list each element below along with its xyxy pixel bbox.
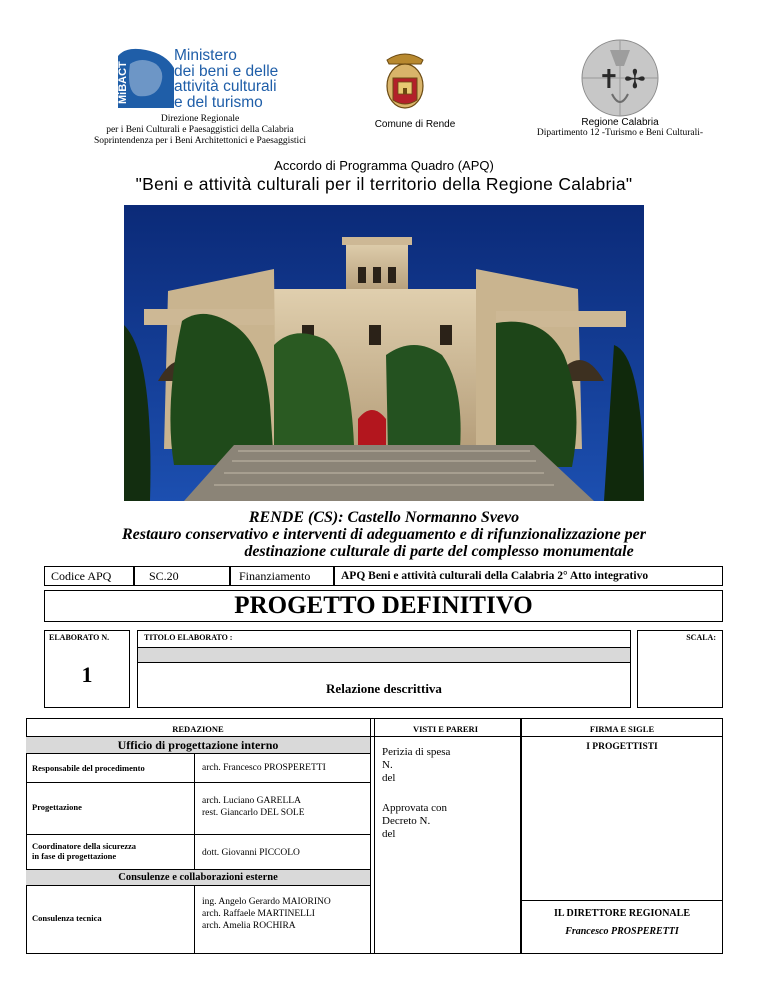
ministry-line: dei beni e delle [174, 62, 279, 80]
visti-header: VISTI E PARERI [412, 724, 479, 734]
mibact-logo-text: MiBACT [117, 61, 129, 104]
castle-photo [124, 205, 644, 501]
firma-divider [521, 736, 723, 737]
codice-apq-value: SC.20 [134, 566, 230, 586]
apq-title: "Beni e attività culturali per il territorio della Regione Calabria" [135, 174, 633, 194]
project-title: PROGETTO DEFINITIVO [44, 590, 723, 622]
titolo-shading [138, 647, 630, 663]
elaborato-number-box [44, 630, 130, 708]
approvata-text: Approvata con Decreto N. del [382, 802, 448, 840]
visti-divider [370, 736, 521, 737]
responsabile-value: arch. Francesco PROSPERETTI [202, 763, 326, 773]
regione-calabria-emblem-icon [580, 38, 660, 118]
subject-line: Restauro conservativo e interventi di adeguamento e di rifunzionalizzazione per [121, 526, 647, 543]
firma-header: FIRMA E SIGLE [589, 724, 655, 734]
titolo-elaborato-label: TITOLO ELABORATO : [144, 633, 233, 642]
ufficio-header: Ufficio di progettazione interno [26, 736, 370, 754]
column-divider [194, 886, 195, 954]
column-divider [194, 754, 195, 869]
direzione-line: Direzione Regionale [160, 114, 240, 124]
ministry-name [174, 48, 314, 110]
firma-divider [521, 900, 723, 901]
rende-label: Comune di Rende [374, 119, 456, 130]
coordinatore-value: dott. Giovanni PICCOLO [202, 848, 300, 858]
direzione-line: per i Beni Culturali e Paesaggistici della Calabria [106, 125, 294, 135]
row-divider [26, 834, 370, 835]
mibact-logo [108, 46, 178, 110]
subject-description [0, 526, 768, 560]
direttore-name: Francesco PROSPERETTI [565, 926, 679, 937]
scala-label: SCALA: [686, 633, 716, 642]
svg-text:✝: ✝ [598, 65, 620, 95]
finanziamento-value: APQ Beni e attività culturali della Calabria 2° Atto integrativo [334, 566, 723, 586]
svg-text:✢: ✢ [624, 65, 646, 95]
scala-box [637, 630, 723, 708]
consulenza-value: ing. Angelo Gerardo MAIORINO arch. Raffaele MARTINELLI arch. Amelia ROCHIRA [202, 897, 331, 931]
regione-calabria-dept: Dipartimento 12 -Turismo e Beni Culturali- [536, 128, 704, 138]
direzione-regionale [70, 114, 330, 147]
row-divider [26, 782, 370, 783]
progettazione-value: arch. Luciano GARELLA rest. Giancarlo DEL SOLE [202, 796, 305, 818]
ministry-line: e del turismo [174, 93, 263, 111]
elaborato-number: 1 [81, 662, 93, 687]
rende-crest-icon [381, 46, 429, 110]
subject-title: RENDE (CS): Castello Normanno Svevo [248, 509, 520, 526]
apq-line: Accordo di Programma Quadro (APQ) [274, 158, 494, 173]
consulenza-label: Consulenza tecnica [32, 913, 102, 923]
progettisti-label: I PROGETTISTI [586, 742, 658, 752]
responsabile-label: Responsabile del procedimento [32, 763, 145, 773]
direttore-label: IL DIRETTORE REGIONALE [554, 908, 690, 919]
ministry-line: attività culturali [174, 78, 277, 95]
direzione-line: Soprintendenza per i Beni Architettonici e Paesaggistici [93, 136, 307, 146]
progettazione-label: Progettazione [32, 802, 82, 812]
coordinatore-label: Coordinatore della sicurezza in fase di progettazione [32, 841, 137, 861]
finanziamento-label: Finanziamento [230, 566, 334, 586]
titolo-elaborato-box [137, 630, 631, 708]
ministry-line: Ministero [174, 47, 237, 64]
perizia-text: Perizia di spesa N. del [382, 746, 451, 784]
redazione-header: REDAZIONE [172, 724, 224, 734]
elaborato-number-label: ELABORATO N. [49, 633, 110, 642]
consulenze-header: Consulenze e collaborazioni esterne [26, 869, 370, 886]
subject-line: destinazione culturale di parte del complesso monumentale [244, 543, 634, 560]
codice-apq-label: Codice APQ [44, 566, 134, 586]
titolo-elaborato: Relazione descrittiva [326, 681, 442, 696]
regione-calabria-label: Regione Calabria [581, 117, 659, 128]
